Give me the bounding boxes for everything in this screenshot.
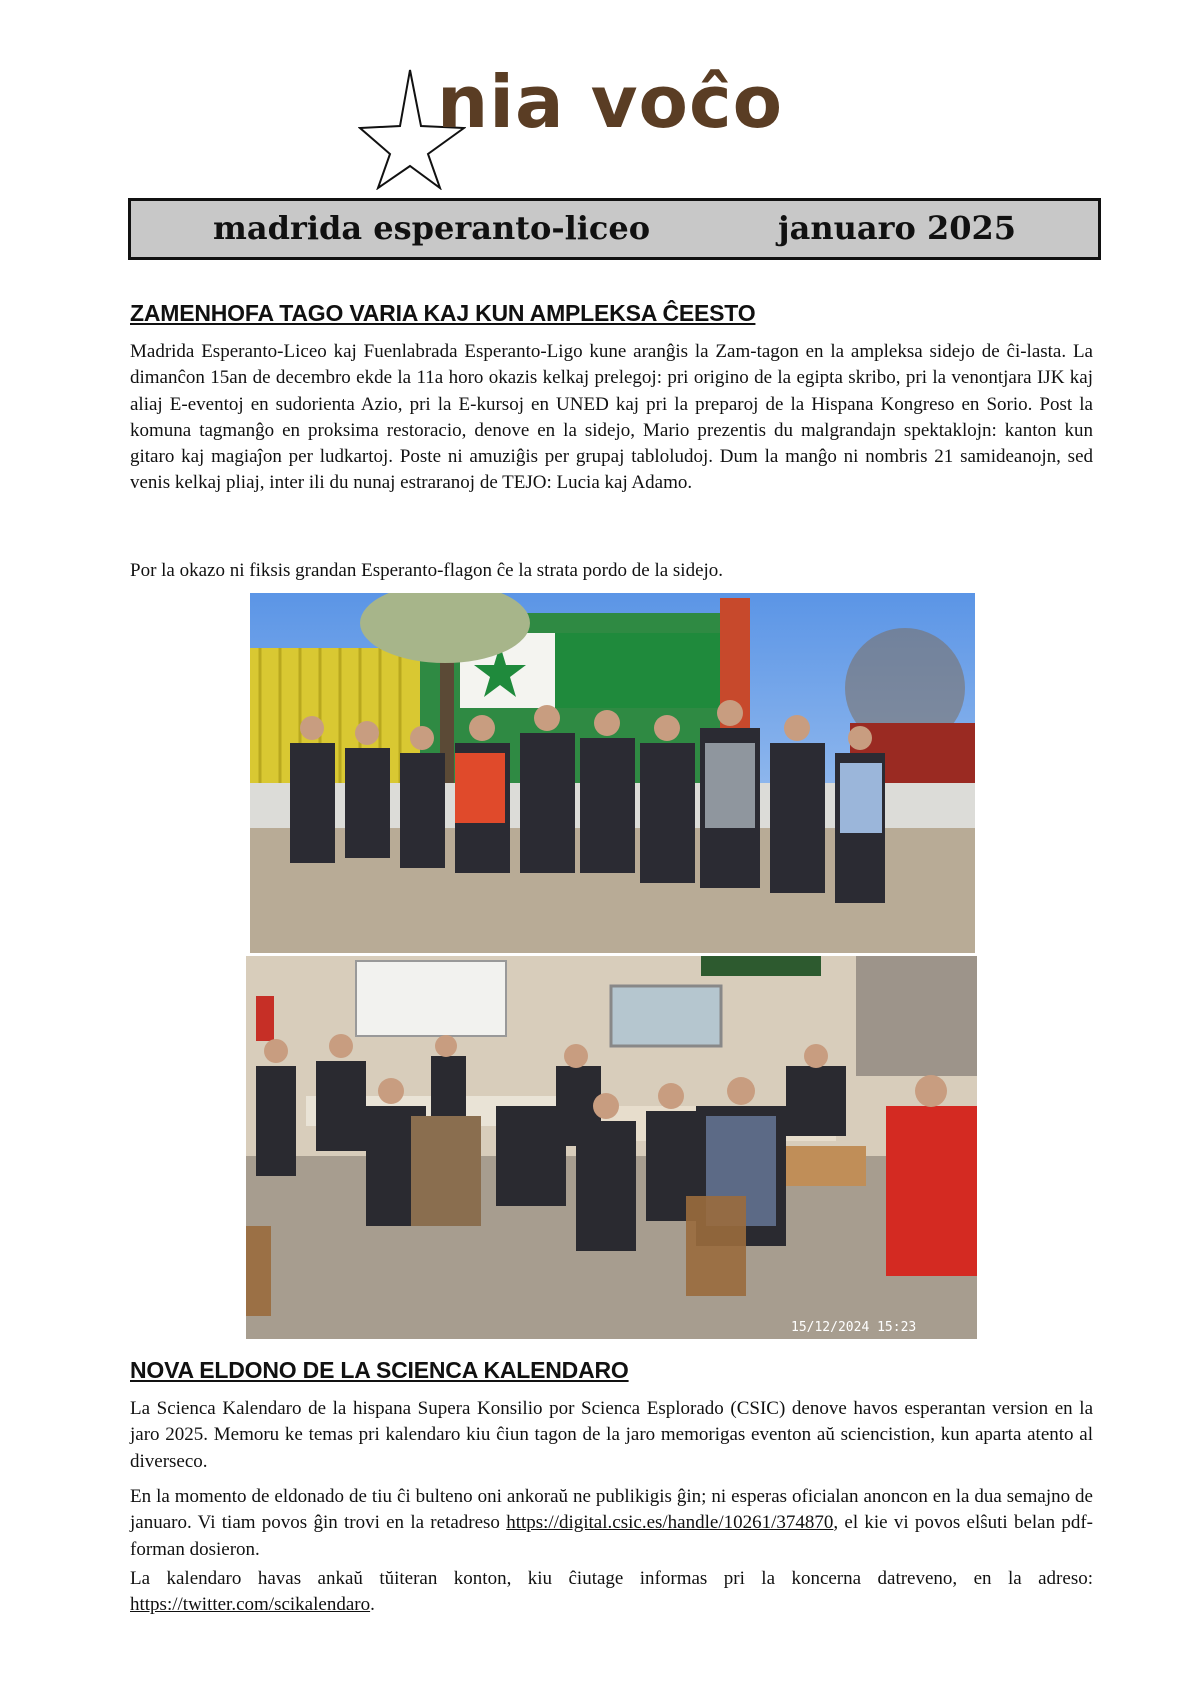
csic-digital-link[interactable]: https://digital.csic.es/handle/10261/374870: [506, 1512, 834, 1534]
article-paragraph: [130, 1484, 1093, 1563]
article-paragraph: La Scienca Kalendaro de la hispana Supera Konsilio por Scienca Esplorado (CSIC) denove havos esperantan version en la jaro 2025. Memoru ke temas pri kalendaro kiu ĉiun tagon de la jaro memorigas eventon aŭ sciencistion, kun aparta atento al diverseco.: [130, 1398, 1093, 1472]
paragraph-text: , el kie vi povos elŝuti belan pdf-forman dosieron.: [130, 1512, 1094, 1560]
paragraph-text: .: [370, 1594, 375, 1616]
twitter-link[interactable]: https://twitter.com/scikalendaro: [130, 1594, 371, 1616]
article-paragraph: Madrida Esperanto-Liceo kaj Fuenlabrada Esperanto-Ligo kune aranĝis la Zam-tagon en la ampleksa sidejo de ĉi-lasta. La dimanĉon 15an de decembro ekde la 11a horo okazis kelkaj prelegoj: pri origino de la egipta skribo, pri la venontjara IJK kaj aliaj E-eventoj en sudorienta Azio, pri la E-kursoj en UNED kaj pri la preparoj de la Hispana Kongreso en Sorio. Post la komuna tagmanĝo en proksima restoracio, denove en la sidejo, Mario prezentis du malgrandajn spektaklojn: kanton kun gitaro kaj magiaĵon per ludkartoj. Poste ni amuziĝis per grupaj tabloludoj. Dum la manĝo ni nombris 21 samideanojn, sed venis kelkaj pliaj, inter ili du nunaj estraranoj de TEJO: Lucia kaj Adamo.: [130, 341, 1093, 494]
organization-name: madrida esperanto-liceo: [213, 209, 651, 247]
article-heading-science-calendar: NOVA ELDONO DE LA SCIENCA KALENDARO: [130, 1357, 629, 1383]
masthead: [0, 0, 1200, 195]
article-paragraph: Por la okazo ni fiksis grandan Esperanto-flagon ĉe la strata pordo de la sidejo.: [130, 560, 724, 581]
photo-timestamp: 15/12/2024 15:23: [791, 1320, 917, 1335]
paragraph-text: En la momento de eldonado de tiu ĉi bulteno oni ankoraŭ ne publikigis ĝin; ni esperas oficialan anoncon en la dua semajno de januaro. Vi tiam povos ĝin trovi en la retadreso: [130, 1486, 1093, 1534]
newsletter-title: nia voĉo: [437, 60, 784, 144]
header-banner: [128, 198, 1101, 260]
article-paragraph: [130, 1566, 1093, 1619]
paragraph-text: La kalendaro havas ankaŭ tŭiteran konton, kiu ĉiutage informas pri la koncerna datreveno, en la adreso:: [130, 1568, 1093, 1589]
restaurant-lunch-photo: [246, 956, 977, 1339]
article-heading-zamenhof-day: ZAMENHOFA TAGO VARIA KAJ KUN AMPLEKSA ĈEESTO: [130, 300, 756, 326]
issue-date: januaro 2025: [778, 209, 1016, 247]
group-photo-flag: [250, 593, 975, 953]
